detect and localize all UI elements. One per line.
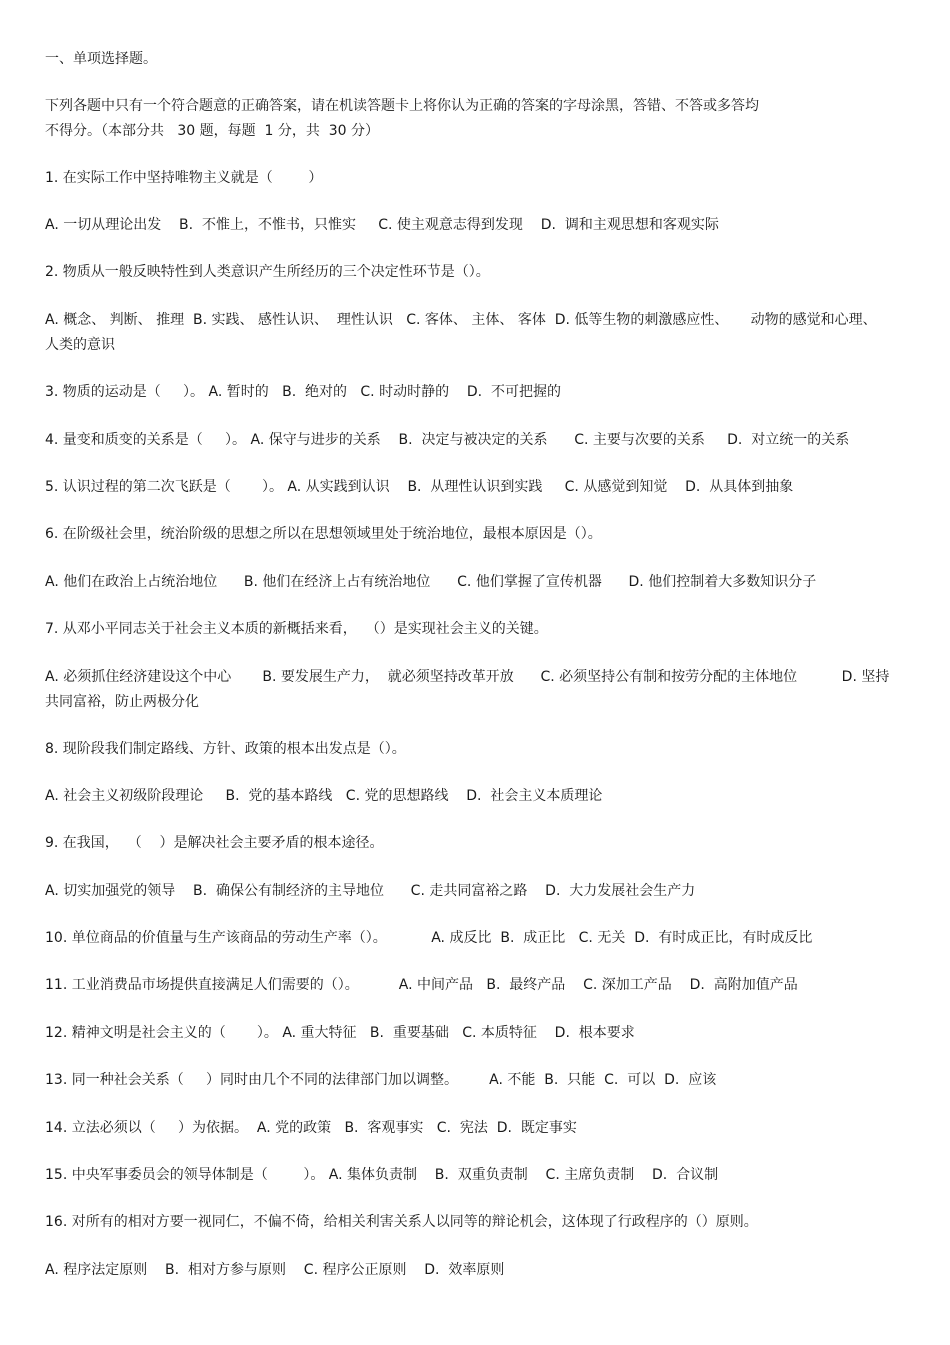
question-15: 15. 中央军事委员会的领导体制是（ ）。 A. 集体负责制 B. 双重负责制 C. 主席负责制 D. 合议制 [45, 1167, 719, 1183]
question-2-options-cont: 人类的意识 [45, 337, 115, 353]
question-13: 13. 同一种社会关系（ ）同时由几个不同的法律部门加以调整。 A. 不能 B. 只能 C. 可以 D. 应该 [45, 1072, 717, 1088]
question-8-options: A. 社会主义初级阶段理论 B. 党的基本路线 C. 党的思想路线 D. 社会主义本质理论 [45, 788, 603, 804]
question-16: 16. 对所有的相对方要一视同仁，不偏不倚，给相关利害关系人以同等的辩论机会，这体现了行政程序的（）原则。 [45, 1214, 758, 1230]
question-7-options-cont: 共同富裕，防止两极分化 [45, 694, 199, 710]
instructions-line-1: 下列各题中只有一个符合题意的正确答案，请在机读答题卡上将你认为正确的答案的字母涂黑，答错、不答或多答均 [45, 98, 759, 114]
question-16-options: A. 程序法定原则 B. 相对方参与原则 C. 程序公正原则 D. 效率原则 [45, 1262, 505, 1278]
question-4: 4. 量变和质变的关系是（ ）。 A. 保守与进步的关系 B. 决定与被决定的关系 C. 主要与次要的关系 D. 对立统一的关系 [45, 432, 850, 448]
instructions-line-2: 不得分。（本部分共 30 题，每题 1 分，共 30 分） [45, 123, 380, 139]
question-9: 9. 在我国， （ ）是解决社会主要矛盾的根本途径。 [45, 835, 384, 851]
question-9-options: A. 切实加强党的领导 B. 确保公有制经济的主导地位 C. 走共同富裕之路 D. 大力发展社会生产力 [45, 883, 696, 899]
question-1-options: A. 一切从理论出发 B. 不惟上，不惟书，只惟实 C. 使主观意志得到发现 D. 调和主观思想和客观实际 [45, 217, 719, 233]
question-8: 8. 现阶段我们制定路线、方针、政策的根本出发点是（）。 [45, 741, 406, 757]
question-12: 12. 精神文明是社会主义的（ ）。 A. 重大特征 B. 重要基础 C. 本质特征 D. 根本要求 [45, 1025, 635, 1041]
question-6-options: A. 他们在政治上占统治地位 B. 他们在经济上占有统治地位 C. 他们掌握了宣传机器 D. 他们控制着大多数知识分子 [45, 574, 817, 590]
question-5: 5. 认识过程的第二次飞跃是（ ）。 A. 从实践到认识 B. 从理性认识到实践 C. 从感觉到知觉 D. 从具体到抽象 [45, 479, 794, 495]
question-7: 7. 从邓小平同志关于社会主义本质的新概括来看， （）是实现社会主义的关键。 [45, 621, 548, 637]
question-10: 10. 单位商品的价值量与生产该商品的劳动生产率（）。 A. 成反比 B. 成正比 C. 无关 D. 有时成正比，有时成反比 [45, 930, 813, 946]
section-title: 一、单项选择题。 [45, 51, 157, 67]
question-2: 2. 物质从一般反映特性到人类意识产生所经历的三个决定性环节是（）。 [45, 264, 490, 280]
question-2-options: A. 概念、 判断、 推理 B. 实践、 感性认识、 理性认识 C. 客体、 主体、 客体 D. 低等生物的刺激感应性、 动物的感觉和心理、 [45, 312, 877, 328]
question-14: 14. 立法必须以（ ）为依据。 A. 党的政策 B. 客观事实 C. 宪法 D. 既定事实 [45, 1120, 577, 1136]
question-1: 1. 在实际工作中坚持唯物主义就是（ ） [45, 170, 323, 186]
question-6: 6. 在阶级社会里，统治阶级的思想之所以在思想领域里处于统治地位，最根本原因是（）。 [45, 526, 602, 542]
question-7-options: A. 必须抓住经济建设这个中心 B. 要发展生产力， 就必须坚持改革开放 C. 必须坚持公有制和按劳分配的主体地位 D. 坚持 [45, 669, 890, 685]
question-3: 3. 物质的运动是（ ）。 A. 暂时的 B. 绝对的 C. 时动时静的 D. 不可把握的 [45, 384, 562, 400]
question-11: 11. 工业消费品市场提供直接满足人们需要的（）。 A. 中间产品 B. 最终产品 C. 深加工产品 D. 高附加值产品 [45, 977, 798, 993]
